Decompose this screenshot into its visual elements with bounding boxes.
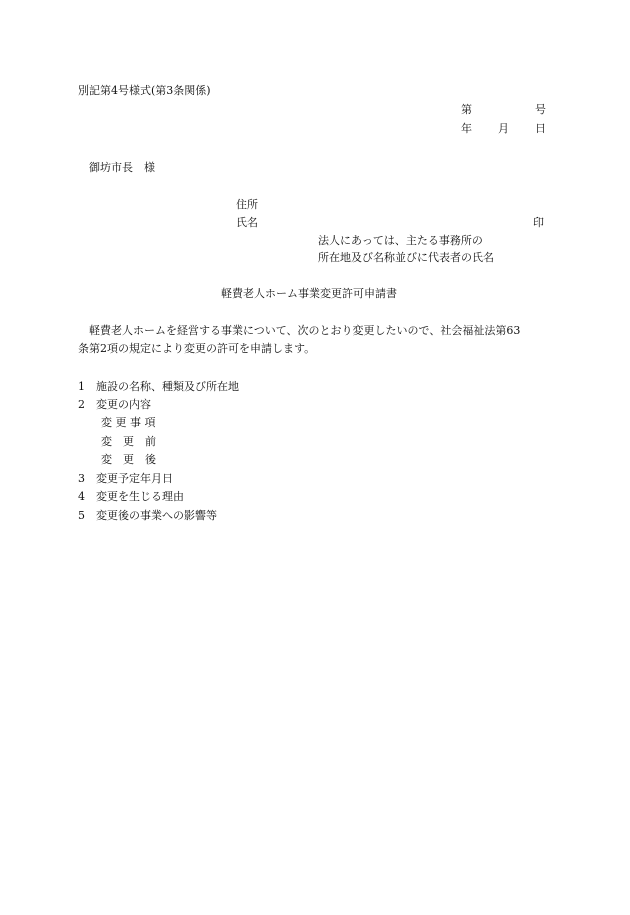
item-number-4: 4 <box>78 490 85 503</box>
corporate-note-line-1: 法人にあっては、主たる事務所の <box>318 234 483 247</box>
body-line-2: 条第2項の規定により変更の許可を申請します。 <box>78 342 316 355</box>
document-number-prefix: 第 <box>461 103 472 116</box>
form-label: 別記第4号様式(第3条関係) <box>78 84 211 97</box>
document-title: 軽費老人ホーム事業変更許可申請書 <box>221 287 397 300</box>
item-number-2: 2 <box>78 398 85 411</box>
address-label: 住所 <box>236 198 258 211</box>
change-before-label: 変 更 前 <box>101 435 156 448</box>
date-month-label: 月 <box>498 122 509 135</box>
body-line-1: 軽費老人ホームを経営する事業について、次のとおり変更したいので、社会福祉法第63 <box>89 324 521 337</box>
item-label-4: 変更を生じる理由 <box>96 490 184 503</box>
change-matter-label: 変 更 事 項 <box>101 416 156 429</box>
document-number-suffix: 号 <box>535 103 546 116</box>
seal-label: 印 <box>533 216 544 229</box>
item-label-1: 施設の名称、種類及び所在地 <box>96 380 239 393</box>
change-after-label: 変 更 後 <box>101 453 156 466</box>
addressee: 御坊市長 様 <box>89 161 155 174</box>
date-day-label: 日 <box>535 122 546 135</box>
item-number-5: 5 <box>78 509 85 522</box>
corporate-note-line-2: 所在地及び名称並びに代表者の氏名 <box>318 251 494 264</box>
name-label: 氏名 <box>236 216 258 229</box>
item-number-1: 1 <box>78 380 85 393</box>
item-label-3: 変更予定年月日 <box>96 472 173 485</box>
item-label-5: 変更後の事業への影響等 <box>96 509 217 522</box>
item-label-2: 変更の内容 <box>96 398 151 411</box>
date-year-label: 年 <box>461 122 472 135</box>
item-number-3: 3 <box>78 472 85 485</box>
